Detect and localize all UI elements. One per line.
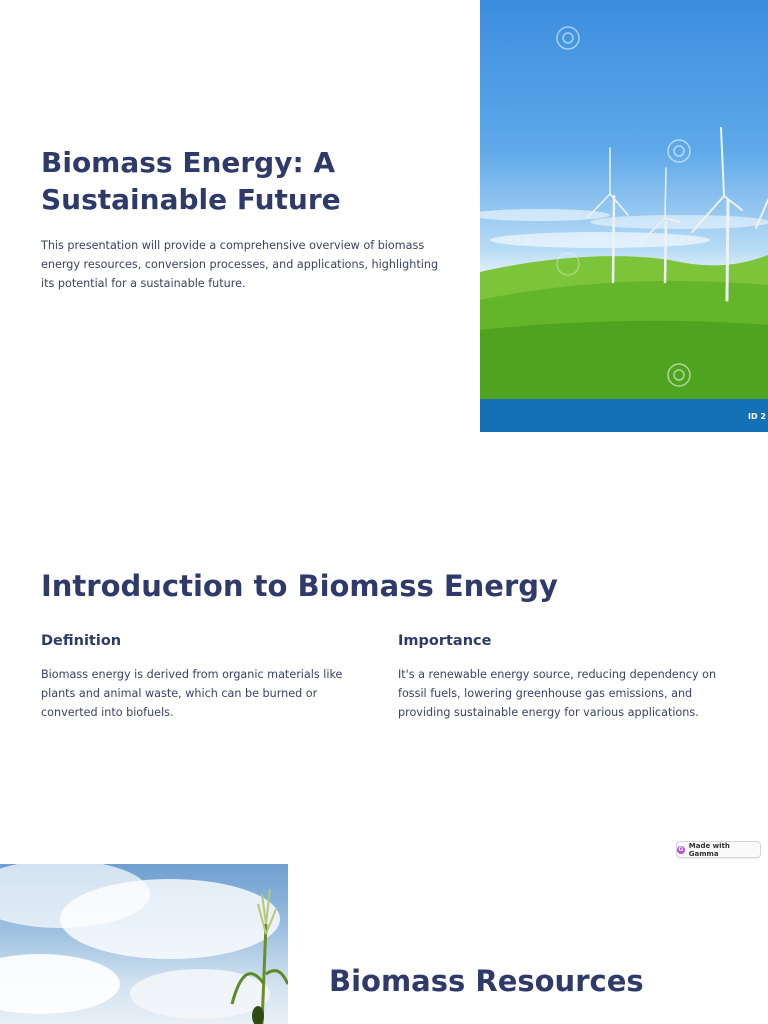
definition-text: Biomass energy is derived from organic materials like plants and animal waste, which can be burned or converted into biofuels. (41, 668, 343, 719)
image-caption-band (480, 399, 768, 432)
badge-label: Made with Gamma (688, 841, 730, 858)
importance-heading: Importance (398, 633, 492, 649)
importance-text: It's a renewable energy source, reducing dependency on fossil fuels, lowering greenhouse gas emissions, and providing sustainable energy for various applications. (398, 668, 717, 719)
section-title: Introduction to Biomass Energy (41, 569, 558, 603)
gamma-logo-icon: G (678, 845, 684, 853)
made-with-gamma-badge[interactable] (676, 841, 761, 858)
image-id-label: ID 2 (748, 412, 766, 421)
slide-title: Biomass Energy: A Sustainable Future (41, 146, 341, 216)
wind-turbines-image (480, 0, 768, 432)
section-title-resources: Biomass Resources (329, 964, 644, 998)
corn-plant-image (0, 864, 288, 1024)
definition-heading: Definition (41, 633, 122, 649)
slide-description: This presentation will provide a comprehensive overview of biomass energy resources, conversion processes, and applications, highlighting its potential for a sustainable future. (41, 239, 439, 290)
